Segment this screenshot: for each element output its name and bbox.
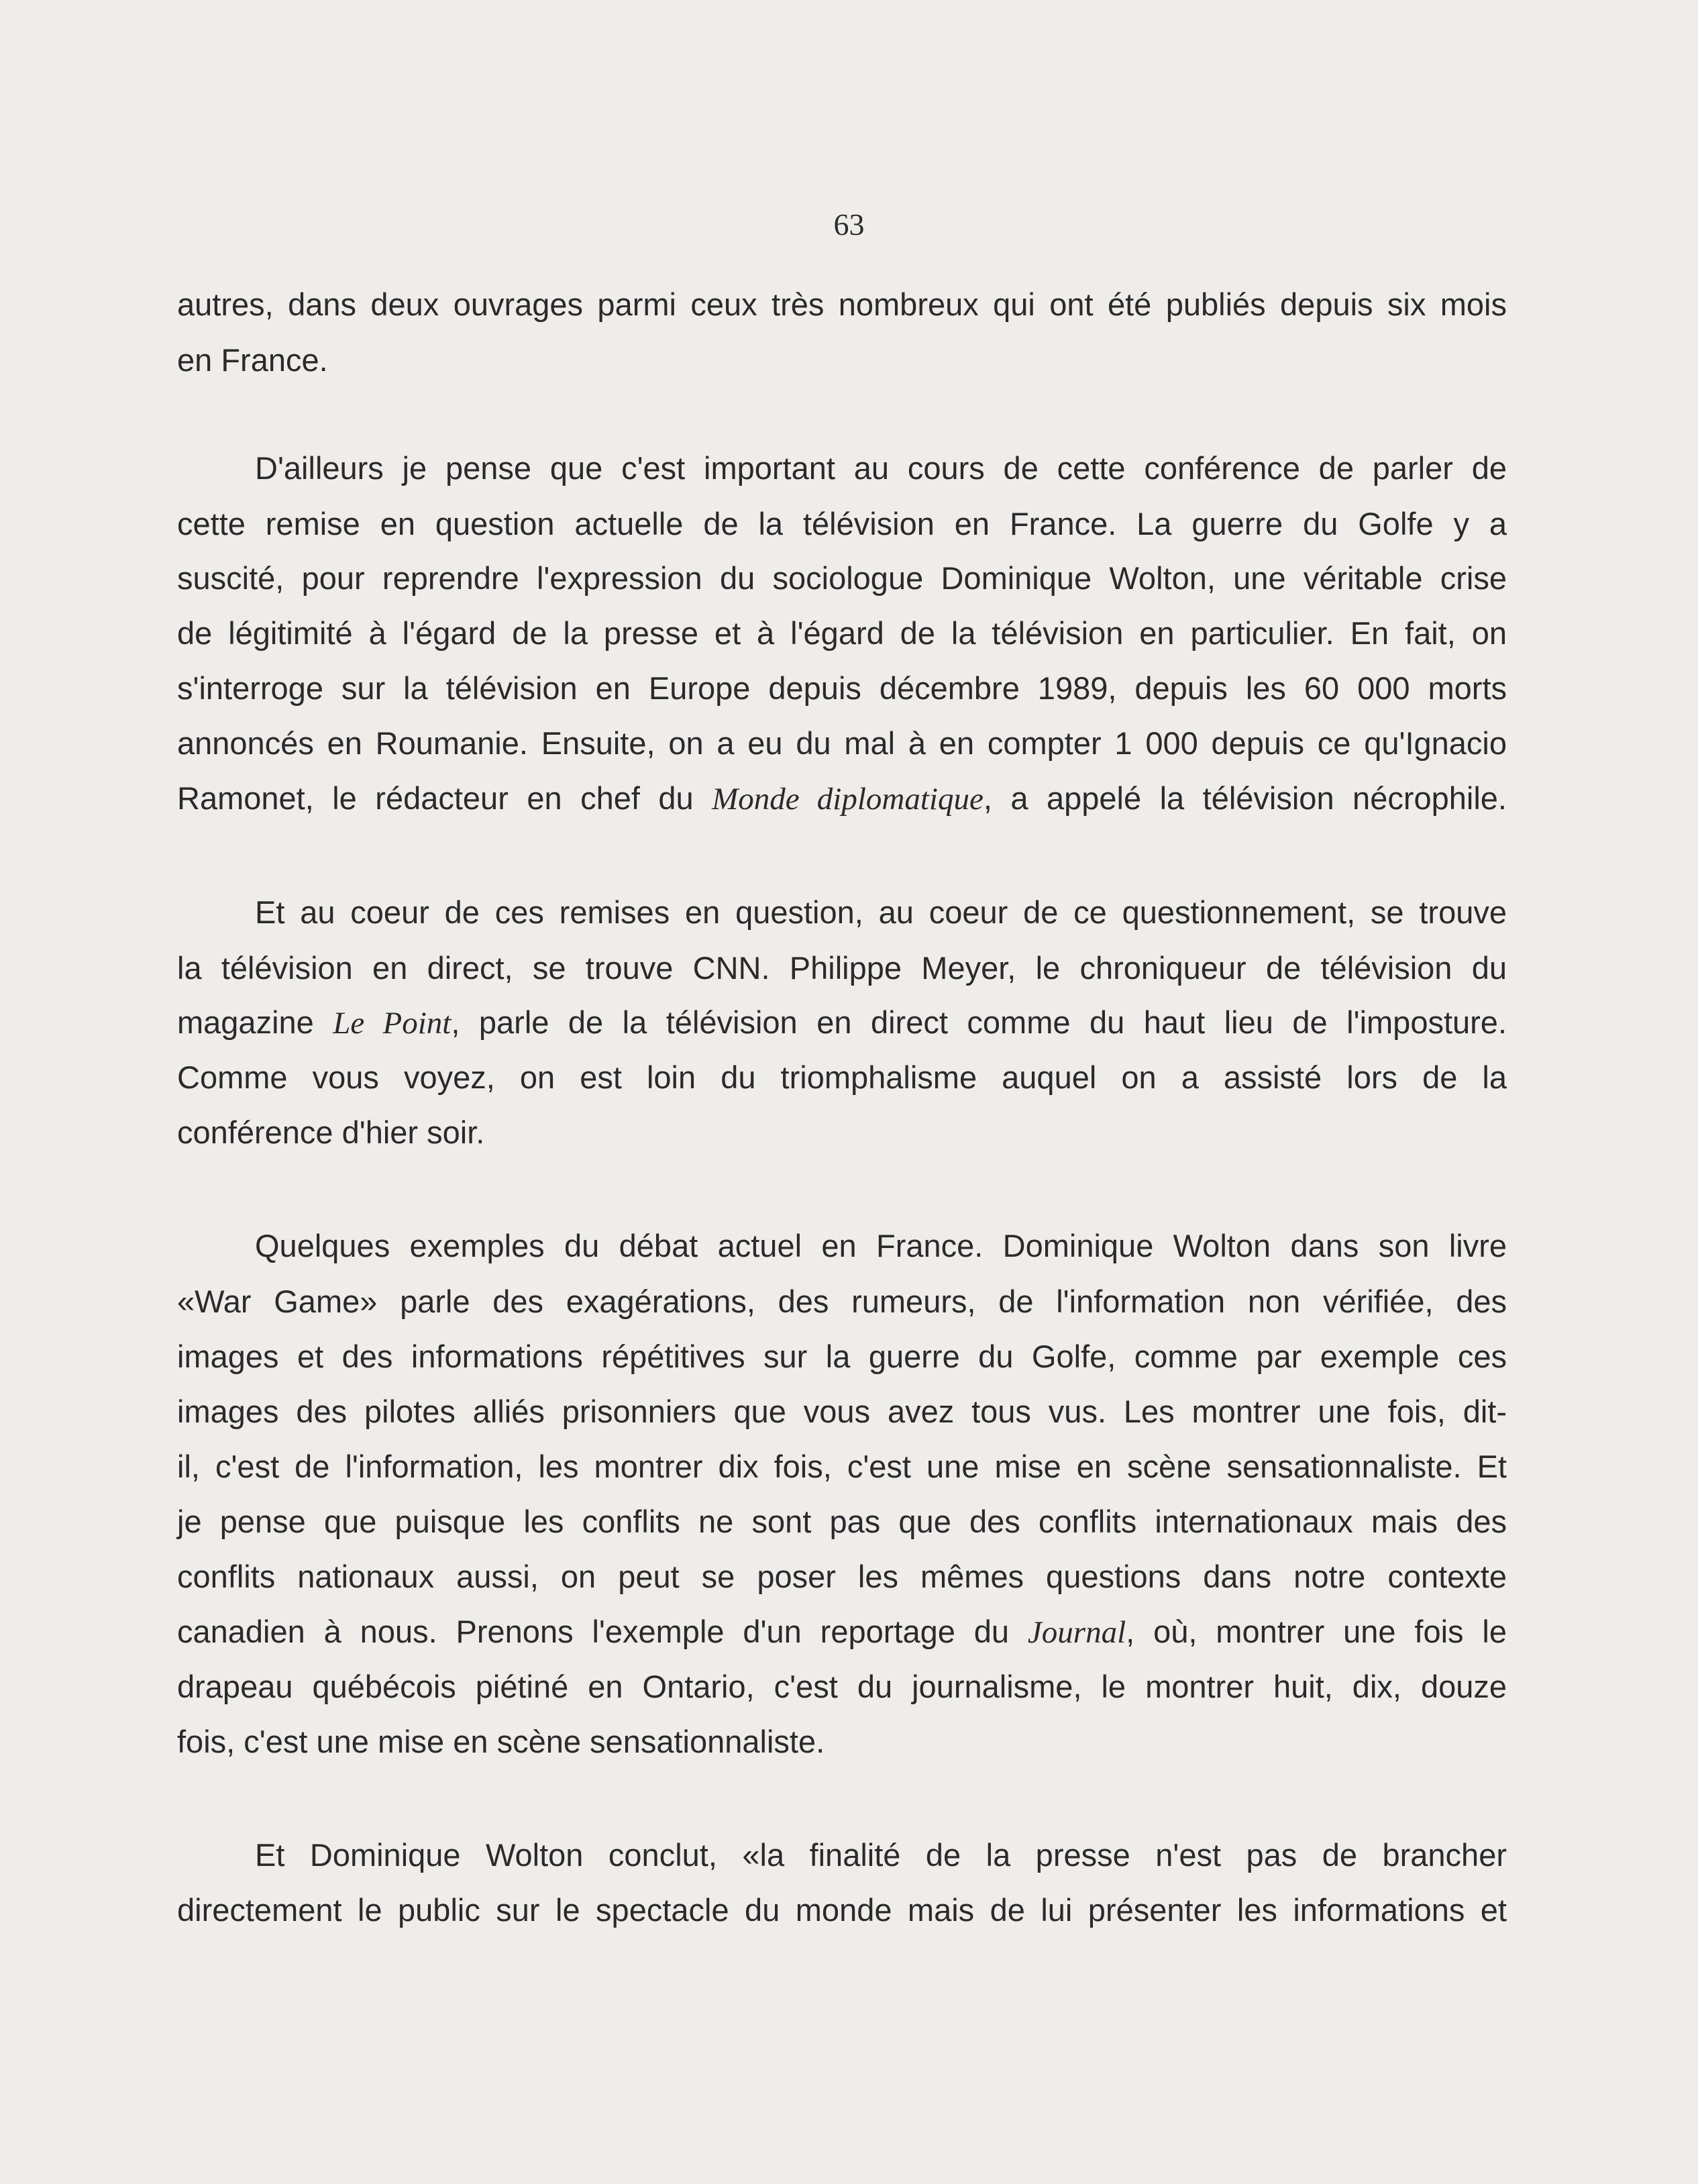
paragraph-line — [177, 1002, 1507, 1043]
page-number: 63 — [833, 207, 865, 242]
line-segment: Ramonet, le rédacteur en chef du — [177, 780, 712, 816]
line-segment: canadien à nous. Prenons l'exemple d'un reportage du — [177, 1614, 1028, 1649]
italic-title: Monde diplomatique — [712, 782, 984, 817]
paragraph-line: Et au coeur de ces remises en question, au coeur de ce questionnement, se trouve — [255, 894, 1507, 930]
paragraph-line: Quelques exemples du débat actuel en France. Dominique Wolton dans son livre — [255, 1228, 1507, 1263]
paragraph-line: «War Game» parle des exagérations, des rumeurs, de l'information non vérifiée, des — [177, 1284, 1507, 1319]
paragraph-line: images et des informations répétitives sur la guerre du Golfe, comme par exemple ces — [177, 1339, 1507, 1374]
line-segment: , parle de la télévision en direct comme du haut lieu de l'imposture. — [451, 1004, 1507, 1040]
paragraph-line: directement le public sur le spectacle du monde mais de lui présenter les informations et — [177, 1892, 1507, 1928]
paragraph-line: drapeau québécois piétiné en Ontario, c'est du journalisme, le montrer huit, dix, douze — [177, 1669, 1507, 1704]
paragraph-line: images des pilotes alliés prisonniers que vous avez tous vus. Les montrer une fois, dit- — [177, 1394, 1507, 1429]
line-segment: magazine — [177, 1004, 333, 1040]
italic-title: Journal — [1027, 1615, 1126, 1650]
paragraph-line: Et Dominique Wolton conclut, «la finalité de la presse n'est pas de brancher — [255, 1837, 1507, 1873]
paragraph-line — [177, 778, 1507, 819]
paragraph-line: conférence d'hier soir. — [177, 1114, 485, 1150]
paragraph-line: autres, dans deux ouvrages parmi ceux très nombreux qui ont été publiés depuis six mois — [177, 287, 1507, 322]
italic-title: Le Point — [333, 1006, 452, 1041]
paragraph-line — [177, 1612, 1507, 1652]
paragraph-line: D'ailleurs je pense que c'est important au cours de cette conférence de parler de — [255, 450, 1507, 486]
paragraph-line: fois, c'est une mise en scène sensationnaliste. — [177, 1724, 825, 1759]
paragraph-line: suscité, pour reprendre l'expression du sociologue Dominique Wolton, une véritable crise — [177, 560, 1507, 596]
paragraph-line: de légitimité à l'égard de la presse et à l'égard de la télévision en particulier. En fait, on — [177, 615, 1507, 651]
paragraph-line: en France. — [177, 342, 328, 378]
paragraph-line: Comme vous voyez, on est loin du triomphalisme auquel on a assisté lors de la — [177, 1059, 1507, 1095]
paragraph-line: s'interroge sur la télévision en Europe depuis décembre 1989, depuis les 60 000 morts — [177, 670, 1507, 706]
paragraph-line: annoncés en Roumanie. Ensuite, on a eu du mal à en compter 1 000 depuis ce qu'Ignacio — [177, 725, 1507, 761]
paragraph-line: il, c'est de l'information, les montrer dix fois, c'est une mise en scène sensationnaliste. Et — [177, 1449, 1507, 1484]
paragraph-line: la télévision en direct, se trouve CNN. Philippe Meyer, le chroniqueur de télévision du — [177, 950, 1507, 986]
line-segment: , où, montrer une fois le — [1126, 1614, 1507, 1649]
paragraph-line: conflits nationaux aussi, on peut se poser les mêmes questions dans notre contexte — [177, 1559, 1507, 1594]
paragraph-line: cette remise en question actuelle de la télévision en France. La guerre du Golfe y a — [177, 506, 1507, 541]
line-segment: , a appelé la télévision nécrophile. — [983, 780, 1507, 816]
paragraph-line: je pense que puisque les conflits ne sont pas que des conflits internationaux mais des — [177, 1504, 1507, 1539]
